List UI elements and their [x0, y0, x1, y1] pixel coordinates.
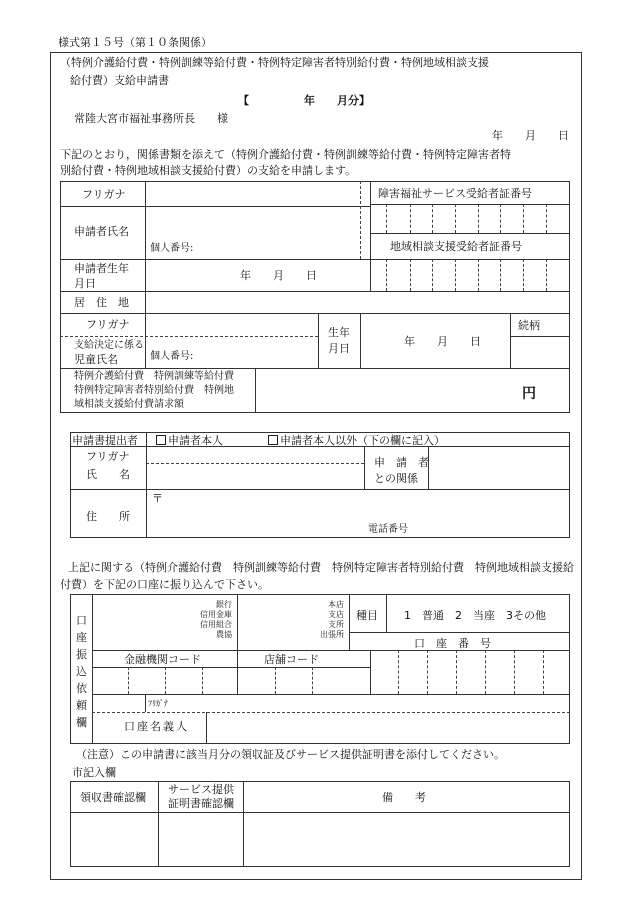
applicant-birth-label-1: 申請者生年	[74, 262, 129, 275]
account-type-label: 種目	[356, 609, 378, 622]
form-title-line1: （特例介護給付費・特例訓練等給付費・特例特定障害者特別給付費・特例地域相談支援	[60, 56, 489, 69]
child-furigana-label: フリガナ	[86, 318, 130, 331]
transfer-line1: 上記に関する（特例介護給付費 特例訓練等給付費 特例特定障害者特別給付費 特例地域相談支援給	[68, 561, 574, 574]
bank-type: 信用組合	[200, 620, 232, 629]
submitter-label: 申請書提出者	[72, 434, 138, 447]
service-cert-label-1: サービス提供	[168, 783, 234, 796]
submitter-name-label: 氏 名	[86, 468, 130, 481]
child-birth-field[interactable]: 年 月 日	[404, 335, 481, 348]
furigana-label: フリガナ	[82, 188, 126, 201]
phone-label: 電話番号	[368, 524, 408, 535]
option-self-text: 申請者本人	[168, 434, 223, 447]
side-char: 口	[76, 614, 87, 627]
side-char: 込	[76, 665, 87, 678]
kana-label: ﾌﾘｶﾞﾅ	[148, 699, 168, 708]
checkbox-other[interactable]	[268, 435, 278, 445]
side-char: 依	[76, 682, 87, 695]
period-field[interactable]: 【 年 月分】	[238, 94, 370, 107]
claim-label-2: 特例特定障害者特別給付費 特例地	[74, 385, 234, 396]
submitter-furigana-label: フリガナ	[86, 450, 130, 463]
bank-type: 農協	[216, 630, 232, 639]
office-use-label: 市記入欄	[72, 766, 116, 779]
personal-number-label: 個人番号:	[150, 243, 194, 254]
branch-type-list	[312, 600, 344, 640]
bank-type-list	[200, 600, 232, 640]
branch-type: 支店	[328, 610, 344, 619]
account-holder-label: 口座名義人	[124, 720, 189, 733]
applicant-name-label: 申請者氏名	[74, 225, 129, 238]
yen-unit: 円	[522, 386, 536, 402]
regional-cert-label: 地域相談支援受給者証番号	[390, 240, 522, 253]
claim-label-1: 特例介護給付費 特例訓練等給付費	[74, 371, 234, 382]
postal-mark: 〒	[152, 492, 163, 505]
option-self[interactable]	[156, 434, 223, 447]
bank-type: 信用金庫	[200, 610, 232, 619]
child-label-2: 児童氏名	[74, 353, 118, 366]
side-char: 欄	[76, 716, 87, 729]
intro-line1: 下記のとおり，関係書類を添えて（特例介護給付費・特例訓練等給付費・特例特定障害者特	[60, 148, 511, 161]
child-personal-number-label: 個人番号:	[150, 351, 194, 362]
bank-code-label: 金融機関コード	[124, 653, 201, 666]
branch-type: 出張所	[320, 630, 344, 639]
service-cert-label-2: 証明書確認欄	[168, 797, 234, 810]
account-type-options[interactable]: 1 普通 2 当座 3その他	[404, 609, 546, 622]
checkbox-self[interactable]	[156, 435, 166, 445]
form-number: 様式第１５号（第１０条関係）	[58, 36, 212, 49]
residence-label: 居 住 地	[74, 296, 129, 309]
claim-label-3: 域相談支援給付費請求額	[74, 399, 184, 410]
child-birth-label-1: 生年	[328, 326, 350, 339]
relation-label: 続柄	[518, 319, 540, 332]
option-other-text: 申請者本人以外（下の欄に記入）	[280, 434, 445, 447]
child-label-1: 支給決定に係る	[74, 340, 144, 351]
submitter-table	[70, 432, 570, 538]
option-other[interactable]	[268, 434, 445, 447]
intro-line2: 別給付費・特例地域相談支援給付費）の支給を申請します。	[60, 164, 357, 177]
form-title-line2: 給付費）支給申請書	[70, 74, 169, 87]
relation-to-applicant-2: との関係	[374, 472, 418, 485]
submitter-address-label: 住 所	[86, 510, 130, 523]
branch-code-label: 店舗コード	[264, 653, 319, 666]
branch-type: 支所	[328, 620, 344, 629]
applicant-birth-field[interactable]: 年 月 日	[240, 269, 317, 282]
account-number-label: 口 座 番 号	[414, 637, 491, 650]
application-date[interactable]: 年 月 日	[492, 129, 569, 142]
side-char: 頼	[76, 699, 87, 712]
side-char: 振	[76, 648, 87, 661]
child-birth-label-2: 月日	[328, 342, 350, 355]
bank-type: 銀行	[216, 600, 232, 609]
transfer-line2: 付費）を下記の口座に振り込んで下さい。	[60, 578, 269, 591]
attachment-note: （注意）この申請書に該当月分の領収証及びサービス提供証明書を添付してください。	[76, 748, 505, 761]
side-char: 座	[76, 631, 87, 644]
receipt-check-label: 領収書確認欄	[80, 791, 146, 804]
relation-to-applicant-1: 申 請 者	[374, 456, 429, 469]
applicant-birth-label-2: 月日	[74, 277, 96, 290]
addressee: 常陸大宮市福祉事務所長 様	[74, 112, 228, 125]
bank-side-label	[76, 612, 88, 731]
remarks-label: 備 考	[382, 791, 426, 804]
branch-type: 本店	[328, 600, 344, 609]
cert-number-label: 障害福祉サービス受給者証番号	[378, 187, 532, 200]
